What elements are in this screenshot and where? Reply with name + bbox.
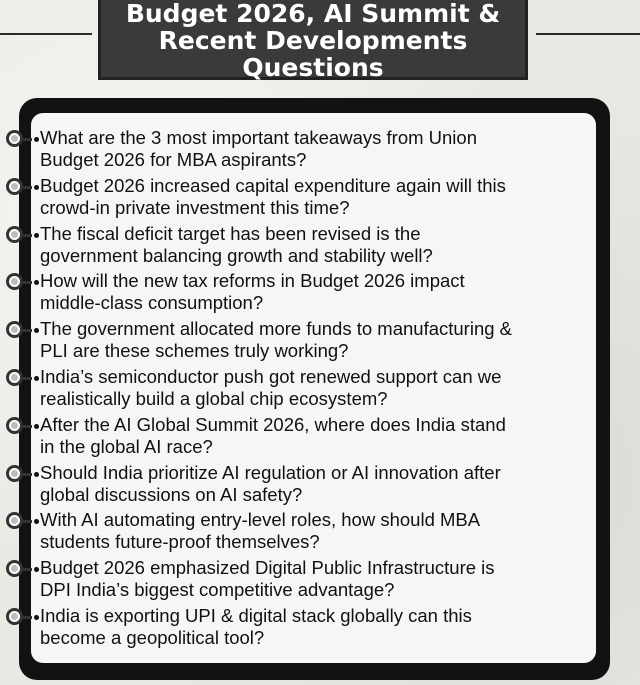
dot-bullet-icon: [34, 185, 39, 190]
header-rule-right: [536, 33, 640, 35]
question-line-1: The government allocated more funds to manufacturing &: [40, 318, 513, 340]
title-banner: [98, 0, 528, 80]
question-line-1: India is exporting UPI & digital stack globally can this: [40, 604, 472, 626]
question-item: [0, 318, 640, 366]
ring-bullet-icon: [6, 417, 23, 434]
question-text: [40, 223, 600, 267]
question-line-1: Should India prioritize AI regulation or AI innovation after: [40, 461, 501, 483]
question-item: [0, 557, 640, 605]
question-text: [40, 318, 600, 362]
question-line-2: crowd-in private investment this time?: [40, 196, 350, 218]
dot-bullet-icon: [34, 615, 39, 620]
bullet-connector-icon: [23, 616, 32, 619]
question-line-2: DPI India’s biggest competitive advantage?: [40, 579, 395, 601]
ring-bullet-icon: [6, 226, 23, 243]
dot-bullet-icon: [34, 233, 39, 238]
question-line-2: become a geopolitical tool?: [40, 626, 265, 648]
ring-bullet-icon: [6, 130, 23, 147]
question-line-1: The fiscal deficit target has been revised is the: [40, 222, 421, 244]
question-text: [40, 175, 600, 219]
dot-bullet-icon: [34, 472, 39, 477]
bullet-connector-icon: [23, 473, 32, 476]
question-line-1: After the AI Global Summit 2026, where does India stand: [40, 413, 506, 435]
question-item: [0, 175, 640, 223]
question-item: [0, 462, 640, 510]
ring-bullet-icon: [6, 321, 23, 338]
question-item: [0, 414, 640, 462]
question-line-1: Budget 2026 emphasized Digital Public Infrastructure is: [40, 557, 495, 579]
dot-bullet-icon: [34, 376, 39, 381]
question-line-1: With AI automating entry-level roles, how should MBA: [40, 509, 481, 531]
ring-bullet-icon: [6, 273, 23, 290]
question-line-2: global discussions on AI safety?: [40, 483, 303, 505]
title-line-1: Budget 2026, AI Summit &: [125, 0, 501, 28]
bullet-connector-icon: [23, 234, 32, 237]
ring-bullet-icon: [6, 369, 23, 386]
ring-bullet-icon: [6, 178, 23, 195]
ring-bullet-icon: [6, 608, 23, 625]
dot-bullet-icon: [34, 519, 39, 524]
ring-bullet-icon: [6, 560, 23, 577]
question-text: [40, 414, 600, 458]
bullet-connector-icon: [23, 186, 32, 189]
dot-bullet-icon: [34, 424, 39, 429]
header-rule-left: [0, 33, 92, 35]
question-item: [0, 605, 640, 653]
bullet-connector-icon: [23, 520, 32, 523]
question-text: [40, 557, 600, 601]
question-text: [40, 462, 600, 506]
question-item: [0, 223, 640, 271]
question-line-2: government balancing growth and stability well?: [40, 244, 433, 266]
title-line-2: Recent Developments: [158, 26, 468, 55]
question-item: [0, 270, 640, 318]
dot-bullet-icon: [34, 328, 39, 333]
question-text: [40, 366, 600, 410]
question-line-2: in the global AI race?: [40, 435, 213, 457]
question-line-2: PLI are these schemes truly working?: [40, 340, 349, 362]
question-line-1: Budget 2026 increased capital expenditure again will this: [40, 174, 506, 196]
bullet-connector-icon: [23, 138, 32, 141]
question-line-1: What are the 3 most important takeaways from Union: [40, 127, 477, 148]
bullet-connector-icon: [23, 329, 32, 332]
question-line-2: realistically build a global chip ecosystem?: [40, 387, 388, 409]
dot-bullet-icon: [34, 137, 39, 142]
bullet-connector-icon: [23, 377, 32, 380]
question-text: [40, 270, 600, 314]
question-item: [0, 509, 640, 557]
questions-list: [0, 127, 640, 653]
bullet-connector-icon: [23, 425, 32, 428]
question-text: [40, 605, 600, 649]
question-line-1: How will the new tax reforms in Budget 2026 impact: [40, 270, 465, 292]
question-line-2: Budget 2026 for MBA aspirants?: [40, 149, 307, 170]
question-text: [40, 509, 600, 553]
question-text: [40, 127, 600, 171]
bullet-connector-icon: [23, 281, 32, 284]
question-line-2: middle-class consumption?: [40, 292, 264, 314]
question-line-1: India’s semiconductor push got renewed support can we: [40, 365, 502, 387]
title-line-3: Questions: [242, 53, 384, 82]
question-line-2: students future-proof themselves?: [40, 531, 320, 553]
ring-bullet-icon: [6, 512, 23, 529]
ring-bullet-icon: [6, 465, 23, 482]
dot-bullet-icon: [34, 567, 39, 572]
question-item: [0, 366, 640, 414]
dot-bullet-icon: [34, 280, 39, 285]
question-item: [0, 127, 640, 175]
bullet-connector-icon: [23, 568, 32, 571]
